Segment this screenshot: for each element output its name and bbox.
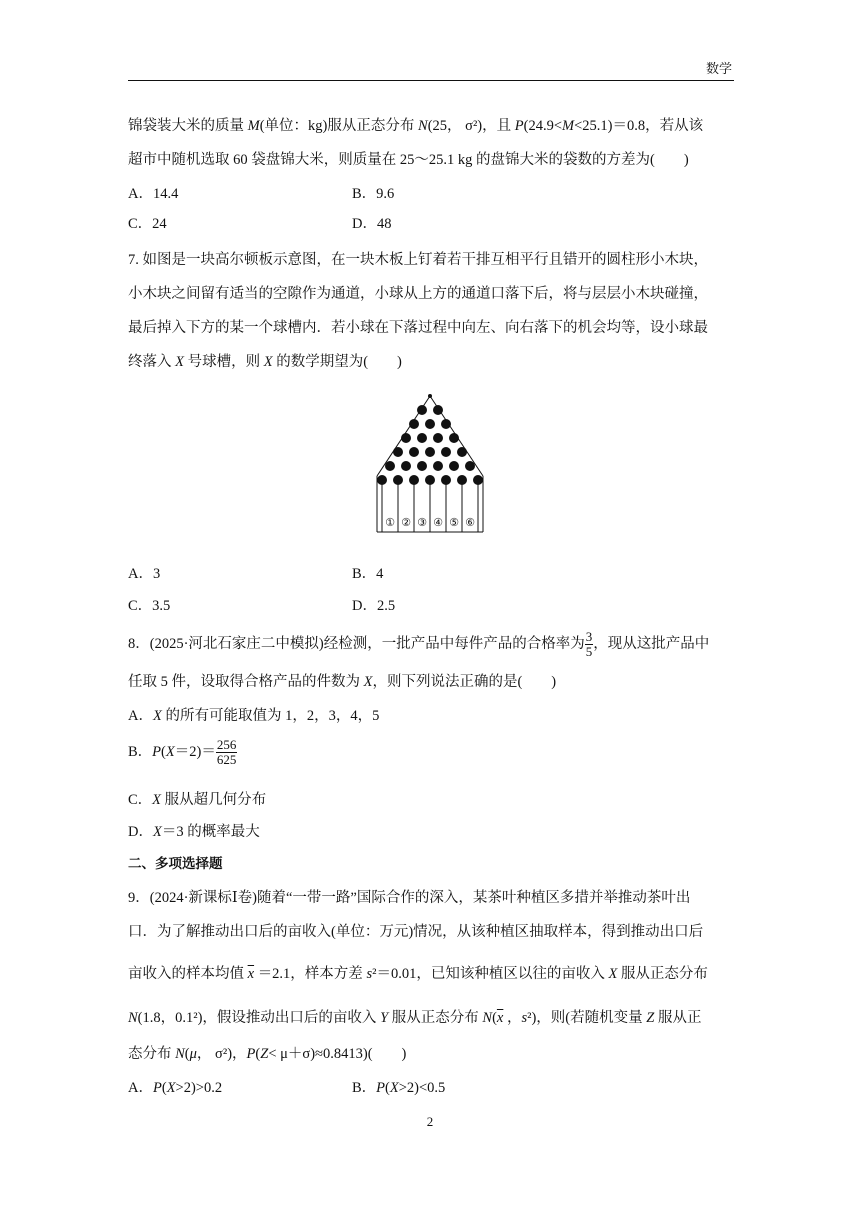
peg (377, 475, 387, 485)
q9-line5: 态分布 N(μ， σ²)，P(Z< μ＋σ)≈0.8413)( ) (128, 1046, 407, 1062)
peg (425, 419, 435, 429)
q6-line1: 锦袋装大米的质量 M(单位：kg)服从正态分布 N(25， σ²)，且 P(24.9<M<25.1)＝0.8，若从该 (128, 118, 704, 134)
galton-board-figure (370, 388, 490, 536)
q6-line2: 超市中随机选取 60 袋盘锦大米，则质量在 25～25.1 kg 的盘锦大米的袋数的方差为( ) (128, 152, 689, 168)
peg (425, 475, 435, 485)
header-rule (128, 80, 734, 81)
peg (393, 475, 403, 485)
fraction-3-5: $\frac{3}{5}$ (585, 629, 593, 659)
q8-line1: 8．(2025·河北石家庄二中模拟)经检测，一批产品中每件产品的合格率为 $\frac{3}{5}$ ，现从这批产品中 (128, 629, 710, 659)
q8-option-a[interactable]: A．X 的所有可能取值为 1，2，3，4，5 (128, 708, 380, 724)
fraction-256-625: $\frac{256}{625}$ (216, 737, 237, 767)
q9-line3: 亩收入的样本均值 $\overline{x} =2.1$，样本方差 s²＝0.01，已知该种植区以往的亩收入 X 服从正态分布 (128, 966, 708, 982)
q8-option-b[interactable]: B．P(X＝2)＝ $\frac{256}{625}$ (128, 737, 237, 767)
peg (465, 461, 475, 471)
section-heading-multiple-choice: 二、多项选择题 (128, 856, 223, 872)
slot-label-5: ⑤ (449, 516, 459, 529)
peg (417, 405, 427, 415)
peg (385, 461, 395, 471)
header-subject: 数学 (705, 61, 732, 76)
peg (417, 461, 427, 471)
q7-line1: 7. 如图是一块高尔顿板示意图，在一块木板上钉着若干排互相平行且错开的圆柱形小木块， (128, 252, 708, 268)
q7-line3: 最后掉入下方的某一个球槽内．若小球在下落过程中向左、向右落下的机会均等，设小球最 (128, 320, 708, 336)
q6-option-c[interactable]: C．24 (128, 216, 167, 232)
peg (433, 461, 443, 471)
q9-line1: 9．(2024·新课标Ⅰ卷)随着“一带一路”国际合作的深入，某茶叶种植区多措并举推动茶叶出 (128, 890, 691, 906)
peg (441, 475, 451, 485)
peg (401, 433, 411, 443)
peg (457, 475, 467, 485)
q6-option-b[interactable]: B．9.6 (352, 186, 395, 202)
q7-line4: 终落入 X 号球槽，则 X 的数学期望为( ) (128, 354, 402, 370)
q7-option-b[interactable]: B．4 (352, 566, 384, 582)
slot-label-3: ③ (417, 516, 427, 529)
slot-label-2: ② (401, 516, 411, 529)
peg (449, 461, 459, 471)
q7-line2: 小木块之间留有适当的空隙作为通道，小球从上方的通道口落下后，将与层层小木块碰撞， (128, 286, 708, 302)
slot-label-1: ① (385, 516, 395, 529)
peg (393, 447, 403, 457)
q8-line2: 任取 5 件，设取得合格产品的件数为 X，则下列说法正确的是( ) (128, 674, 557, 690)
q8-option-c[interactable]: C．X 服从超几何分布 (128, 792, 267, 808)
peg (409, 475, 419, 485)
slot-label-4: ④ (433, 516, 443, 529)
q9-option-b[interactable]: B．P(X>2)<0.5 (352, 1080, 446, 1096)
peg (449, 433, 459, 443)
q9-line4: N(1.8，0.1²)，假设推动出口后的亩收入 Y 服从正态分布 $N(\overline{x}$ ，s²)，则(若随机变量 Z 服从正 (128, 1010, 702, 1026)
peg (409, 419, 419, 429)
page-number: 2 (426, 1114, 434, 1129)
q9-line2: 口．为了解推动出口后的亩收入(单位：万元)情况，从该种植区抽取样本，得到推动出口后 (128, 924, 704, 940)
slot-label-6: ⑥ (465, 516, 475, 529)
entry-dot (428, 394, 432, 398)
q8-option-d[interactable]: D．X＝3 的概率最大 (128, 824, 260, 840)
peg (401, 461, 411, 471)
peg (433, 433, 443, 443)
peg (441, 419, 451, 429)
peg (409, 447, 419, 457)
q9-option-a[interactable]: A．P(X>2)>0.2 (128, 1080, 223, 1096)
peg (473, 475, 483, 485)
peg (457, 447, 467, 457)
q7-option-c[interactable]: C．3.5 (128, 598, 171, 614)
q6-option-a[interactable]: A．14.4 (128, 186, 179, 202)
peg (425, 447, 435, 457)
q6-option-d[interactable]: D．48 (352, 216, 392, 232)
q7-option-d[interactable]: D．2.5 (352, 598, 396, 614)
peg (433, 405, 443, 415)
peg (417, 433, 427, 443)
q7-option-a[interactable]: A．3 (128, 566, 161, 582)
peg (441, 447, 451, 457)
